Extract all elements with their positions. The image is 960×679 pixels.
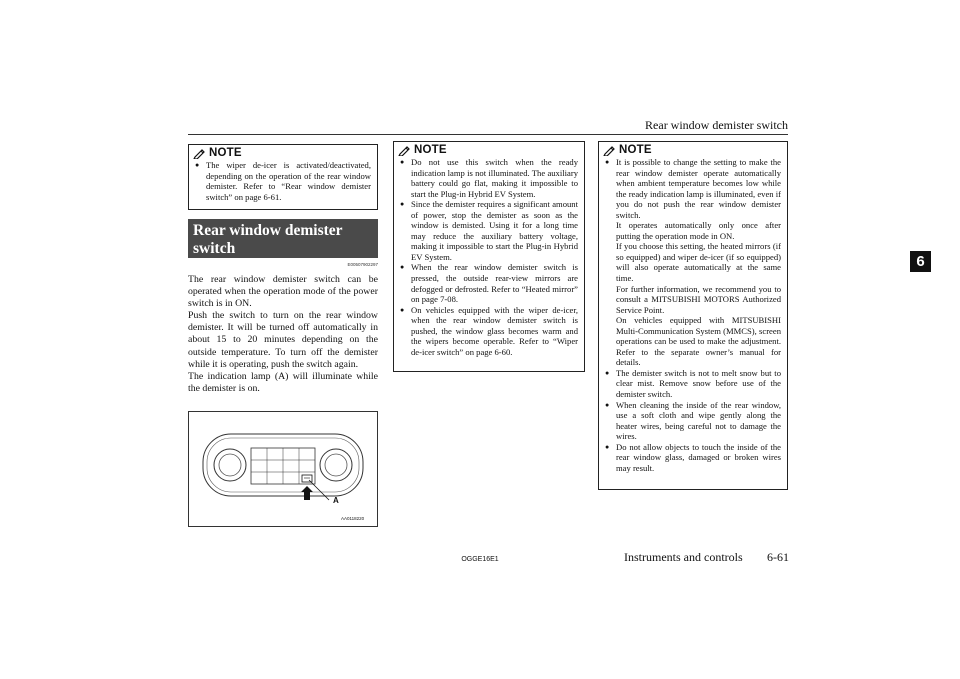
- note-box-3: [598, 141, 788, 490]
- note-text: It operates automatically only once after putting the operation mode in ON.: [616, 220, 781, 241]
- note-item: [605, 442, 781, 474]
- note-label: NOTE: [414, 143, 447, 156]
- note-item: [400, 262, 578, 304]
- note-item: [400, 199, 578, 262]
- bullet-icon: ●: [605, 442, 610, 451]
- note-item: [605, 157, 781, 368]
- note-header: [394, 142, 584, 157]
- note-pencil-icon: [398, 144, 412, 156]
- note-text: When cleaning the inside of the rear window, use a soft cloth and wipe gently along the heater wires, being careful not to damage the wires.: [616, 399, 781, 442]
- control-panel-drawing: [189, 412, 377, 526]
- body-paragraph: Push the switch to turn on the rear window demister. It will be turned off automatically in about 15 to 20 minutes depending on the outside temperature. To turn off the demister while it is operating, push the switch again.: [188, 310, 378, 370]
- note-pencil-icon: [193, 147, 207, 159]
- section-code: E00507902297: [347, 262, 378, 267]
- note-text: On vehicles equipped with the wiper de-icer, when the rear window demister switch is pushed, the window glass becomes warm and the wipers become operable. Refer to “Wiper de-icer switch” on page 6-60.: [411, 304, 578, 357]
- note-text: If you choose this setting, the heated mirrors (if so equipped) and wiper de-icer (if so equipped) will also operate automatically at the same time.: [616, 241, 781, 284]
- demister-switch-illustration: [188, 411, 378, 527]
- callout-label-a: A: [333, 496, 339, 505]
- note-text: The wiper de-icer is activated/deactivated, depending on the operation of the rear window demister. Refer to “Rear window demister switch” on page 6-61.: [206, 160, 371, 202]
- note-text: The demister switch is not to melt snow but to clear mist. Remove snow before use of the demister switch.: [616, 367, 781, 400]
- note-box-1: [188, 144, 378, 210]
- note-text: For further information, we recommend you to consult a MITSUBISHI MOTORS Authorized Service Point.: [616, 283, 781, 315]
- body-paragraph: The indication lamp (A) will illuminate while the demister is on.: [188, 370, 378, 394]
- running-header: Rear window demister switch: [645, 118, 788, 132]
- note-item: [605, 400, 781, 442]
- bullet-icon: ●: [400, 158, 405, 166]
- note-item: [400, 157, 578, 199]
- bullet-icon: ●: [400, 200, 405, 209]
- note-item: [605, 368, 781, 400]
- section-body: [188, 274, 378, 395]
- page-number: 6-61: [767, 550, 789, 564]
- note-item: [400, 305, 578, 358]
- note-label: NOTE: [209, 146, 242, 159]
- note-box-2: [393, 141, 585, 372]
- note-label: NOTE: [619, 143, 652, 156]
- body-paragraph: The rear window demister switch can be operated when the operation mode of the power switch is in ON.: [188, 274, 378, 310]
- note-text: Since the demister requires a significant amount of power, stop the demister as soon as the window is demisted. Using it for a long time may reduce the auxiliary battery voltage, making it impossible to start the Plug-in Hybrid EV System.: [411, 199, 578, 262]
- section-heading: Rear window demister switch: [188, 219, 378, 258]
- bullet-icon: ●: [605, 368, 610, 377]
- illustration-code: AA0118220: [341, 516, 365, 521]
- bullet-icon: ●: [400, 263, 405, 272]
- header-rule: [188, 134, 788, 135]
- note-pencil-icon: [603, 144, 617, 156]
- note-text: Do not use this switch when the ready indication lamp is not illuminated. The auxiliary battery could go flat, making it impossible to start the Plug-in Hybrid EV System.: [411, 157, 578, 199]
- bullet-icon: ●: [195, 161, 200, 169]
- bullet-icon: ●: [400, 305, 405, 314]
- note-text: On vehicles equipped with MITSUBISHI Multi-Communication System (MMCS), screen operations can be used to make the adjustment. Refer to the separate owner’s manual for details.: [616, 315, 781, 368]
- bullet-icon: ●: [605, 158, 610, 166]
- pointer-arrow-icon: [301, 486, 313, 500]
- document-code: OGGE16E1: [461, 556, 499, 563]
- note-header: [189, 145, 377, 160]
- note-text: It is possible to change the setting to make the rear window demister operate automatically when ambient temperature becomes low while the ready indication lamp is illuminated, even if you do not push the rear window demister switch.: [616, 157, 781, 220]
- note-text: When the rear window demister switch is pressed, the outside rear-view mirrors are defogged or defrosted. Refer to “Heated mirror” on page 7-08.: [411, 262, 578, 305]
- footer-section-title: Instruments and controls: [624, 550, 743, 564]
- chapter-tab[interactable]: 6: [910, 251, 931, 272]
- note-text: Do not allow objects to touch the inside of the rear window glass, damaged or broken wires may result.: [616, 441, 781, 473]
- bullet-icon: ●: [605, 400, 610, 409]
- note-header: [599, 142, 787, 157]
- note-item: [195, 160, 371, 202]
